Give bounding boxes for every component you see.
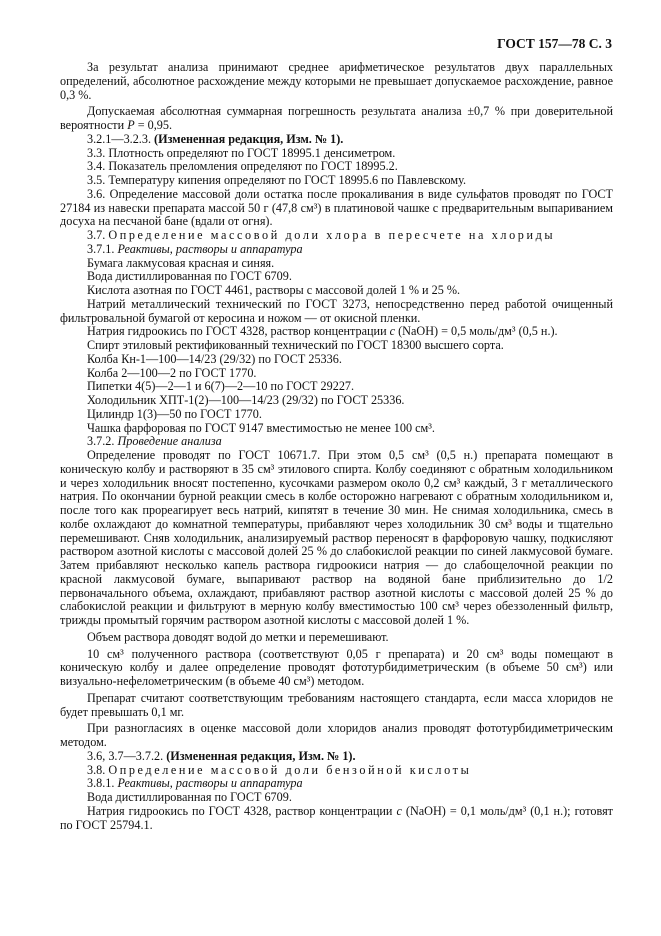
bold-text: (Измененная редакция, Изм. № 1). [166,748,356,763]
paragraph [60,367,613,381]
text-run: 3.7.2. [87,434,118,449]
paragraph [60,105,613,133]
text-run: Натрия гидроокись по ГОСТ 4328, раствор концентрации [87,324,390,339]
paragraph [60,133,613,147]
paragraph [60,791,613,805]
text-run: При разногласиях в оценке массовой доли хлоридов анализ проводят фототурбидиметрическим методом. [60,721,613,749]
text-run: 3.6, 3.7—3.7.2. [87,748,167,763]
paragraph [60,764,613,778]
text-run: Спирт этиловый ректификованный технический по ГОСТ 18300 высшего сорта. [87,338,504,352]
text-run: Натрия гидроокись по ГОСТ 4328, раствор концентрации [87,803,397,818]
paragraph [60,325,613,339]
paragraph [60,648,613,689]
text-run: Допускаемая абсолютная суммарная погрешность результата анализа ±0,7 % при доверительной вероятности [60,104,613,132]
text-run: 3.2.1—3.2.3. [87,131,155,146]
paragraph [60,353,613,367]
text-run: = 0,95. [134,118,173,132]
paragraph [60,435,613,449]
paragraph [60,631,613,645]
text-run: 3.7. [87,228,109,242]
paragraph [60,270,613,284]
text-run: Колба 2—100—2 по ГОСТ 1770. [87,365,257,380]
italic-text: P [127,118,135,132]
text-run: Холодильник ХПТ-1(2)—100—14/23 (29/32) по ГОСТ 25336. [87,393,405,407]
section-heading: Определение массовой доли хлора в пересчете на хлориды [108,228,556,242]
paragraph [60,188,613,229]
italic-text: Реактивы, растворы и аппаратура [117,776,303,791]
text-run: Бумага лакмусовая красная и синяя. [87,255,275,270]
section-heading: Определение массовой доли бензойной кислоты [108,762,472,777]
text-run: За результат анализа принимают среднее арифметическое результатов двух параллельных определений, абсолютное расхождение между которыми не превышает допускаемое расхождение, равное 0,3 %. [60,60,613,102]
paragraph [60,284,613,298]
paragraph [60,692,613,720]
text-run: Объем раствора доводят водой до метки и перемешивают. [87,629,389,644]
text-run: (NaOH) = 0,5 моль/дм³ (0,5 н.). [395,324,558,339]
text-run: 3.4. Показатель преломления определяют по ГОСТ 18995.2. [87,159,398,174]
italic-text: Проведение анализа [117,434,222,449]
paragraph [60,394,613,408]
text-run: Цилиндр 1(3)—50 по ГОСТ 1770. [87,406,262,421]
document-body [60,61,613,832]
paragraph [60,750,613,764]
paragraph [60,339,613,353]
paragraph [60,805,613,833]
text-run: Натрий металлический технический по ГОСТ 3273, непосредственно перед работой очищенный фильтровальной бумагой от керосина и ножом — от окисной пленки. [60,296,613,325]
italic-text: Реактивы, растворы и аппаратура [117,241,303,256]
text-run: 3.3. Плотность определяют по ГОСТ 18995.1 денсиметром. [87,145,396,160]
italic-text: c [396,803,402,818]
paragraph [60,298,613,326]
text-run: Колба Кн-1—100—14/23 (29/32) по ГОСТ 25336. [87,351,342,366]
text-run: 3.8.1. [87,776,118,791]
text-run: 3.7.1. [87,241,118,256]
paragraph [60,243,613,257]
text-run: Определение проводят по ГОСТ 10671.7. При этом 0,5 см³ (0,5 н.) препарата помещают в коническую колбу и растворяют в 35 см³ этилового спирта. Колбу соединяют с обратным холодильником и через холодильник вносят постепенно, кусочками размером около 0,2 см³ каждый, 3 г металлического натрия. По окончании бурной реакции смесь в колбе осторожно нагревают с обратным холодильником и, после того как прореагирует весь натрий, кипятят в течение 30 мин. Не снимая холодильника, смесь в колбе охлаждают до комнатной температуры, прибавляют через холодильник 30 см³ воды и тщательно перемешивают. Сняв холодильник, анализируемый раствор переносят в фарфоровую чашку, подкисляют раствором азотной кислоты с массовой долей 25 % до слабокислой реакции по синей лакмусовой бумаге. Затем прибавляют несколько капель раствора гидроокиси натрия — до слабощелочной реакции по красной лакмусовой бумаге, выпаривают раствор на водяной бане приблизительно до 1/2 первоначального объема, охлаждают, прибавляют раствор азотной кислоты с массовой долей 25 % до слабокислой реакции и фильтруют в мерную колбу вместимостью 100 см³ через обеззоленный фильтр, трижды промытый горячим раствором азотной кислоты с массовой долей 1 %. [60,448,613,627]
paragraph [60,422,613,436]
text-run: Препарат считают соответствующим требованиям настоящего стандарта, если масса хлоридов не будет превышать 0,1 мг. [60,690,613,719]
text-run: 3.6. Определение массовой доли остатка после прокаливания в виде сульфатов проводят по ГОСТ 27184 из навески препарата массой 50 г (47,8 см³) в платиновой чашке с предварительным выпариванием досуха на песчаной бане (вдали от огня). [60,186,613,229]
text-run: Пипетки 4(5)—2—1 и 6(7)—2—10 по ГОСТ 29227. [87,379,355,394]
paragraph [60,380,613,394]
paragraph [60,229,613,243]
text-run: Кислота азотная по ГОСТ 4461, растворы с массовой долей 1 % и 25 %. [87,283,461,297]
text-run: Вода дистиллированная по ГОСТ 6709. [87,790,292,804]
text-run: Вода дистиллированная по ГОСТ 6709. [87,269,292,284]
bold-text: (Измененная редакция, Изм. № 1). [154,131,344,146]
page-header: ГОСТ 157—78 С. 3 [497,36,612,51]
paragraph [60,449,613,628]
text-run: 3.5. Температуру кипения определяют по ГОСТ 18995.6 по Павлевскому. [87,173,467,187]
text-run: Чашка фарфоровая по ГОСТ 9147 вместимостью не менее 100 см³. [87,420,435,435]
paragraph [60,777,613,791]
paragraph [60,174,613,188]
italic-text: c [389,324,396,339]
paragraph [60,160,613,174]
paragraph [60,61,613,102]
text-run: (NaOH) = 0,1 моль/дм³ (0,1 н.); готовят по ГОСТ 25794.1. [60,803,613,832]
text-run: 3.8. [87,762,109,777]
text-run: 10 см³ полученного раствора (соответствуют 0,05 г препарата) и 20 см³ воды помещают в коническую колбу и далее определение проводят фототурбидиметрическим (в объеме 50 см³) или визуально-нефелометрическим (в объеме 40 см³) методом. [60,646,613,688]
paragraph [60,722,613,750]
paragraph [60,408,613,422]
paragraph [60,257,613,271]
paragraph [60,147,613,161]
